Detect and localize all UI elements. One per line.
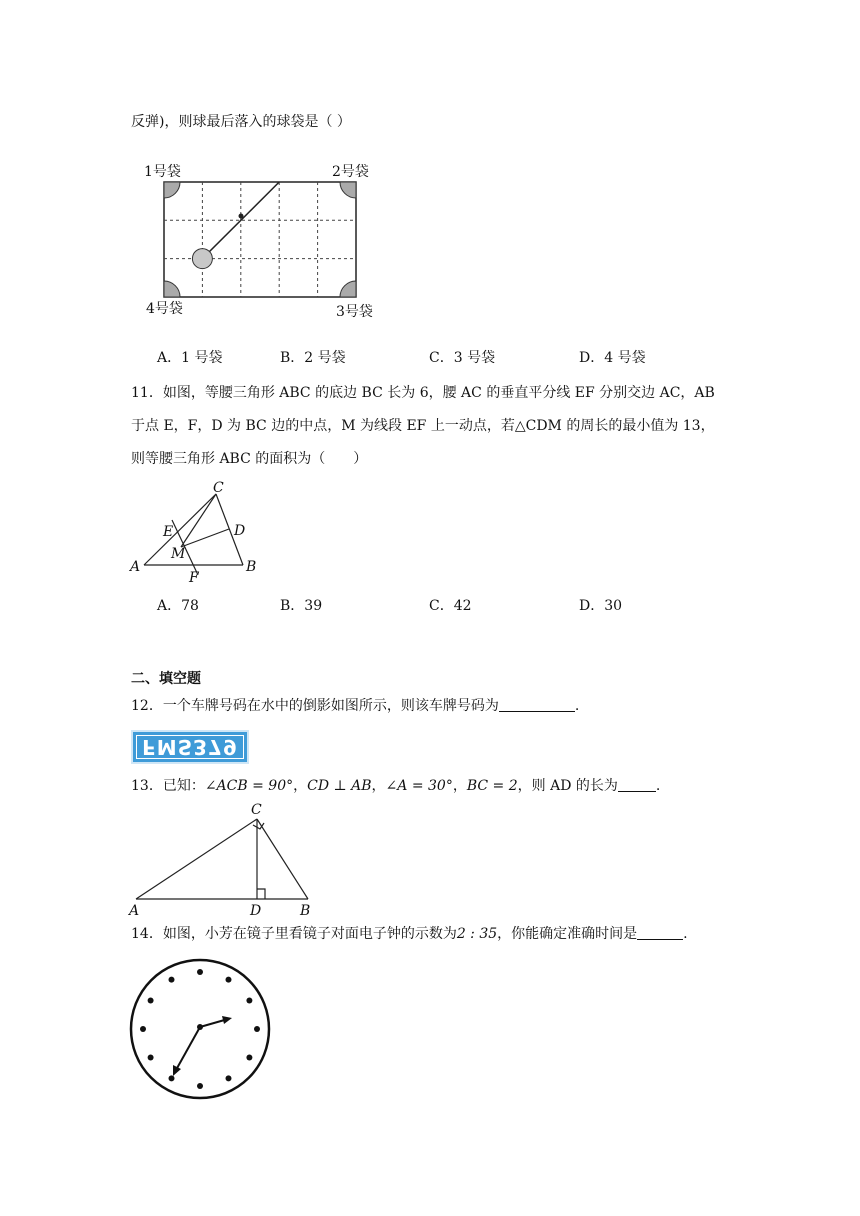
label-d: D <box>250 903 262 919</box>
right-triangle-figure <box>126 798 326 920</box>
q12-text <box>131 696 579 716</box>
label-d: D <box>234 523 246 539</box>
q14-suffix: ，你能确定准确时间是 <box>497 926 638 942</box>
q13-separator: ， <box>452 778 467 794</box>
q10-option-a: A．1 号袋 <box>157 350 223 366</box>
label-m: M <box>171 546 186 562</box>
license-plate-text: FMS379 <box>136 735 244 759</box>
license-plate-reflection <box>131 730 249 764</box>
q11-option-c: C．42 <box>429 598 472 614</box>
q13-answer-blank <box>618 777 656 792</box>
q13-text <box>131 776 660 796</box>
q14-prefix: 14．如图，小芳在镜子里看镜子对面电子钟的示数为 <box>131 926 457 942</box>
q13-period: . <box>655 778 661 794</box>
q11-option-b: B．39 <box>280 598 323 614</box>
section-heading: 二、填空题 <box>131 671 201 687</box>
q14-mirror-time: 2 : 35 <box>456 926 498 942</box>
q12-answer-blank <box>499 697 575 712</box>
q11-text-line-3: 则等腰三角形 ABC 的面积为（ ） <box>131 451 368 467</box>
q13-separator: ， <box>293 778 308 794</box>
pocket-1-label: 1号袋 <box>144 164 181 180</box>
q10-option-d: D．4 号袋 <box>579 350 646 366</box>
q11-text-line-1: 11．如图，等腰三角形 ABC 的底边 BC 长为 6，腰 AC 的垂直平分线 EF 分别交边 AC，AB <box>131 385 715 401</box>
mirror-clock-figure <box>128 957 272 1101</box>
q10-text-continuation: 反弹)，则球最后落入的球袋是（ ） <box>131 114 351 130</box>
label-b: B <box>246 559 257 575</box>
q14-period: . <box>683 926 688 942</box>
q13-condition-angle-a: ∠A = 30° <box>385 778 453 794</box>
q10-option-c: C．3 号袋 <box>429 350 496 366</box>
q10-option-b: B．2 号袋 <box>280 350 346 366</box>
q13-separator: ， <box>371 778 386 794</box>
pocket-2-label: 2号袋 <box>332 164 369 180</box>
q11-text-line-2: 于点 E，F，D 为 BC 边的中点，M 为线段 EF 上一动点，若△CDM 的周长的最小值为 13， <box>131 418 715 434</box>
q13-suffix: ，则 AD 的长为 <box>517 778 618 794</box>
q13-condition-perpendicular: CD ⊥ AB <box>307 778 372 794</box>
q14-text <box>131 924 688 944</box>
label-c: C <box>213 480 224 496</box>
label-e: E <box>163 524 174 540</box>
pocket-4-label: 4号袋 <box>146 301 183 317</box>
label-c: C <box>251 802 262 818</box>
q13-condition-bc: BC = 2 <box>466 778 518 794</box>
billiard-table-figure <box>140 158 390 323</box>
label-f: F <box>189 570 199 586</box>
pocket-3-label: 3号袋 <box>336 304 373 320</box>
label-a: A <box>130 559 141 575</box>
q12-period: . <box>574 698 580 714</box>
label-a: A <box>129 903 140 919</box>
q11-option-a: A．78 <box>157 598 199 614</box>
q13-prefix: 13．已知： <box>131 778 205 794</box>
label-b: B <box>300 903 311 919</box>
q11-option-d: D．30 <box>579 598 623 614</box>
triangle-abc-figure <box>125 478 275 588</box>
q12-question: 12．一个车牌号码在水中的倒影如图所示，则该车牌号码为 <box>131 698 499 714</box>
q14-answer-blank <box>637 925 683 940</box>
q13-condition-angle-acb: ∠ACB = 90° <box>204 778 294 794</box>
